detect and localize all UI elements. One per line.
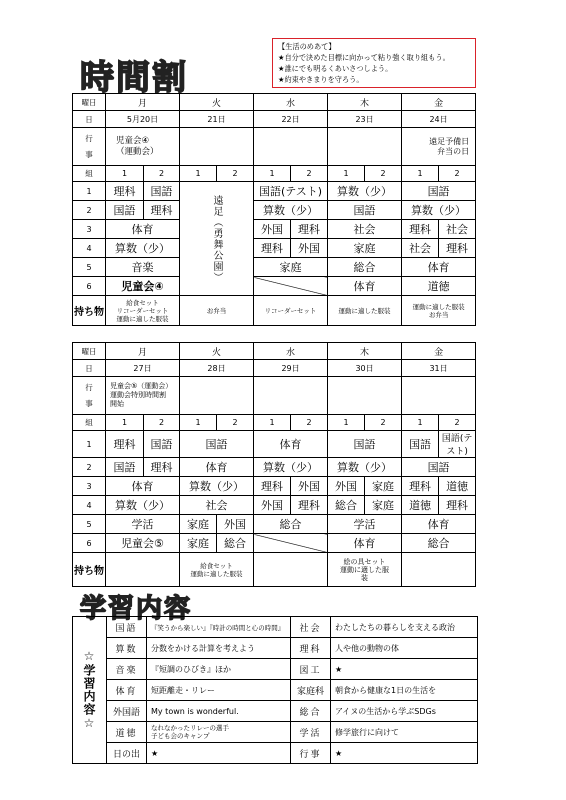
header-day: 曜日: [73, 94, 106, 111]
event-mon: 児童会④ （運動会）: [106, 128, 180, 166]
class-cell: 社会: [402, 239, 439, 258]
belongings-mon: 給食セット リコーダーセット 運動に適した服装: [106, 296, 180, 326]
event-thu: [328, 377, 402, 415]
header-event: [73, 128, 106, 166]
half: 2: [439, 415, 476, 431]
half: 2: [439, 166, 476, 182]
header-day: 曜日: [73, 343, 106, 360]
class-cell: 総合: [328, 496, 365, 515]
class-cell: 理科: [106, 182, 144, 201]
date-thu: 23日: [328, 111, 402, 128]
event-tue: [180, 377, 254, 415]
day-tue: 火: [180, 343, 254, 360]
day-fri: 金: [402, 94, 476, 111]
subject-label: 図工: [291, 659, 331, 680]
subject-label: 日の出: [107, 743, 147, 764]
class-cell: 総合: [217, 534, 254, 553]
class-cell: 理科: [254, 239, 291, 258]
period-1: 1: [73, 431, 106, 458]
class-cell: 道徳: [402, 496, 439, 515]
event-tue: [180, 128, 254, 166]
timetable-week-1: [72, 93, 476, 326]
class-cell: 総合: [328, 258, 402, 277]
subject-label: 総合: [291, 701, 331, 722]
day-thu: 木: [328, 343, 402, 360]
half: 2: [217, 415, 254, 431]
class-cell: 国語: [180, 431, 254, 458]
day-wed: 水: [254, 343, 328, 360]
class-cell: 算数（少）: [106, 239, 180, 258]
class-cell: 外国: [291, 477, 328, 496]
date-mon: 5月20日: [106, 111, 180, 128]
half: 1: [106, 166, 144, 182]
class-cell: 理科: [254, 477, 291, 496]
belongings-fri: [402, 553, 476, 587]
subject-label: 体育: [107, 680, 147, 701]
class-cell: 算数（少）: [328, 182, 402, 201]
half: 1: [180, 415, 217, 431]
half: 1: [254, 166, 291, 182]
class-cell: 理科: [144, 201, 180, 220]
half: 2: [365, 415, 402, 431]
class-cell: 外国: [254, 220, 291, 239]
class-cell: 理科: [291, 220, 328, 239]
class-cell: 家庭: [365, 477, 402, 496]
header-belongings: 持ち物: [73, 296, 106, 326]
class-cell: 体育: [254, 431, 328, 458]
class-cell: 理科: [291, 496, 328, 515]
header-event: [73, 377, 106, 415]
date-fri: 31日: [402, 360, 476, 377]
class-cell: 国語: [106, 201, 144, 220]
half: 1: [402, 415, 439, 431]
empty-cell: [254, 277, 328, 296]
class-cell: 体育: [106, 220, 180, 239]
half: 1: [328, 415, 365, 431]
goal-line: ★約束やきまりを守ろう。: [278, 75, 364, 84]
class-cell: 家庭: [328, 239, 402, 258]
learning-content-table: [72, 616, 478, 764]
subject-label: 理科: [291, 638, 331, 659]
class-cell: 外国: [217, 515, 254, 534]
field-trip-label: 遠足（勇舞公園）: [211, 194, 223, 283]
class-cell: 国語(テスト): [439, 431, 476, 458]
day-wed: 水: [254, 94, 328, 111]
half: 2: [291, 415, 328, 431]
belongings-thu: 運動に適した服装: [328, 296, 402, 326]
class-cell: 算数（少）: [328, 458, 402, 477]
subject-content: 『短調のひびき』ほか: [147, 659, 291, 680]
date-wed: 22日: [254, 111, 328, 128]
class-cell: 家庭: [180, 515, 217, 534]
subject-content: 短距離走・リレー: [147, 680, 291, 701]
subject-content: 分数をかける計算を考えよう: [147, 638, 291, 659]
belongings-wed: [254, 553, 328, 587]
half: 1: [402, 166, 439, 182]
class-cell: 体育: [106, 477, 180, 496]
class-cell: 外国: [254, 496, 291, 515]
goal-line: ★自分で決めた目標に向かって粘り強く取り組もう。: [278, 53, 450, 62]
class-cell: 算数（少）: [180, 477, 254, 496]
class-cell: 体育: [180, 458, 254, 477]
empty-cell: [254, 534, 328, 553]
period-3: 3: [73, 220, 106, 239]
half: 1: [180, 166, 217, 182]
class-cell: 音楽: [106, 258, 180, 277]
subject-label: 学活: [291, 722, 331, 743]
class-cell: 理科: [439, 239, 476, 258]
period-4: 4: [73, 496, 106, 515]
belongings-fri: 運動に適した服装 お弁当: [402, 296, 476, 326]
half: 1: [254, 415, 291, 431]
day-fri: 金: [402, 343, 476, 360]
class-cell: 体育: [328, 534, 402, 553]
day-tue: 火: [180, 94, 254, 111]
subject-content: 『笑うから楽しい』『時計の時間と心の時間』: [147, 617, 291, 638]
day-thu: 木: [328, 94, 402, 111]
subject-label: 社会: [291, 617, 331, 638]
class-cell: 児童会⑤: [106, 534, 180, 553]
subject-content: ★: [147, 743, 291, 764]
half: 2: [144, 415, 180, 431]
period-2: 2: [73, 201, 106, 220]
class-cell: 理科: [106, 431, 144, 458]
day-mon: 月: [106, 343, 180, 360]
date-mon: 27日: [106, 360, 180, 377]
event-thu: [328, 128, 402, 166]
half: 2: [291, 166, 328, 182]
class-cell: 総合: [254, 515, 328, 534]
subject-content: 朝食から健康な1日の生活を: [331, 680, 478, 701]
field-trip-cell: [180, 182, 254, 296]
event-label: 行事: [85, 382, 93, 408]
class-cell: 国語: [402, 431, 439, 458]
period-5: 5: [73, 258, 106, 277]
class-cell: 体育: [328, 277, 402, 296]
period-4: 4: [73, 239, 106, 258]
subject-content: アイヌの生活から学ぶSDGs: [331, 701, 478, 722]
period-5: 5: [73, 515, 106, 534]
subject-content: わたしたちの暮らしを支える政治: [331, 617, 478, 638]
half: 2: [217, 166, 254, 182]
period-3: 3: [73, 477, 106, 496]
life-goals-box: [272, 38, 476, 88]
belongings-tue: 給食セット 運動に適した服装: [180, 553, 254, 587]
class-cell: 国語: [328, 431, 402, 458]
belongings-mon: [106, 553, 180, 587]
class-cell: 家庭: [180, 534, 217, 553]
date-tue: 28日: [180, 360, 254, 377]
class-cell: 社会: [180, 496, 254, 515]
header-belongings: 持ち物: [73, 553, 106, 587]
class-cell: 理科: [439, 496, 476, 515]
period-1: 1: [73, 182, 106, 201]
period-6: 6: [73, 534, 106, 553]
class-cell: 理科: [402, 220, 439, 239]
header-date: 日: [73, 111, 106, 128]
half: 1: [106, 415, 144, 431]
subject-label: 音楽: [107, 659, 147, 680]
subject-content: ★: [331, 659, 478, 680]
schedule-title: 時間割: [80, 50, 188, 99]
subject-content: 修学旅行に向けて: [331, 722, 478, 743]
class-cell: 道徳: [439, 477, 476, 496]
learning-title: 学習内容: [80, 588, 192, 625]
belongings-tue: お弁当: [180, 296, 254, 326]
learning-side-text: ☆学習内容☆: [82, 649, 96, 731]
class-cell: 児童会④: [106, 277, 180, 296]
class-cell: 国語: [402, 458, 476, 477]
header-date: 日: [73, 360, 106, 377]
subject-label: 家庭科: [291, 680, 331, 701]
subject-content: ★: [331, 743, 478, 764]
belongings-wed: リコーダーセット: [254, 296, 328, 326]
learning-side-label: [73, 617, 107, 764]
belongings-thu: 絵の具セット 運動に適した服 装: [328, 553, 402, 587]
header-group: 組: [73, 166, 106, 182]
half: 2: [144, 166, 180, 182]
subject-label: 道徳: [107, 722, 147, 743]
class-cell: 国語: [144, 431, 180, 458]
class-cell: 算数（少）: [106, 496, 180, 515]
date-wed: 29日: [254, 360, 328, 377]
subject-content: 人や他の動物の体: [331, 638, 478, 659]
period-6: 6: [73, 277, 106, 296]
class-cell: 国語: [402, 182, 476, 201]
class-cell: 家庭: [365, 496, 402, 515]
class-cell: 国語: [144, 182, 180, 201]
date-fri: 24日: [402, 111, 476, 128]
class-cell: 道徳: [402, 277, 476, 296]
half: 1: [328, 166, 365, 182]
subject-label: 算数: [107, 638, 147, 659]
event-mon: 児童会⑤（運動会） 運動会特別時間割 開始: [106, 377, 180, 415]
class-cell: 体育: [402, 258, 476, 277]
subject-content: なれなかったリレーの選手 子ども会のキャンプ: [147, 722, 291, 743]
class-cell: 外国: [328, 477, 365, 496]
period-2: 2: [73, 458, 106, 477]
class-cell: 社会: [328, 220, 402, 239]
event-fri: 遠足予備日 弁当の日: [402, 128, 476, 166]
day-mon: 月: [106, 94, 180, 111]
event-wed: [254, 377, 328, 415]
subject-label: 行事: [291, 743, 331, 764]
event-label: 行事: [85, 133, 93, 159]
class-cell: 外国: [291, 239, 328, 258]
class-cell: 国語(テスト): [254, 182, 328, 201]
class-cell: 算数（少）: [254, 458, 328, 477]
timetable-week-2: [72, 342, 476, 587]
date-thu: 30日: [328, 360, 402, 377]
class-cell: 国語: [106, 458, 144, 477]
goals-heading: 【生活のめあて】: [278, 42, 336, 51]
class-cell: 学活: [328, 515, 402, 534]
class-cell: 体育: [402, 515, 476, 534]
class-cell: 理科: [144, 458, 180, 477]
subject-content: My town is wonderful.: [147, 701, 291, 722]
class-cell: 家庭: [254, 258, 328, 277]
class-cell: 総合: [402, 534, 476, 553]
half: 2: [365, 166, 402, 182]
event-fri: [402, 377, 476, 415]
class-cell: 社会: [439, 220, 476, 239]
subject-label: 外国語: [107, 701, 147, 722]
subject-label: 国語: [107, 617, 147, 638]
date-tue: 21日: [180, 111, 254, 128]
class-cell: 学活: [106, 515, 180, 534]
class-cell: 国語: [328, 201, 402, 220]
class-cell: 算数（少）: [402, 201, 476, 220]
header-group: 組: [73, 415, 106, 431]
class-cell: 算数（少）: [254, 201, 328, 220]
event-wed: [254, 128, 328, 166]
goal-line: ★誰にでも明るくあいさつしよう。: [278, 64, 393, 73]
class-cell: 理科: [402, 477, 439, 496]
